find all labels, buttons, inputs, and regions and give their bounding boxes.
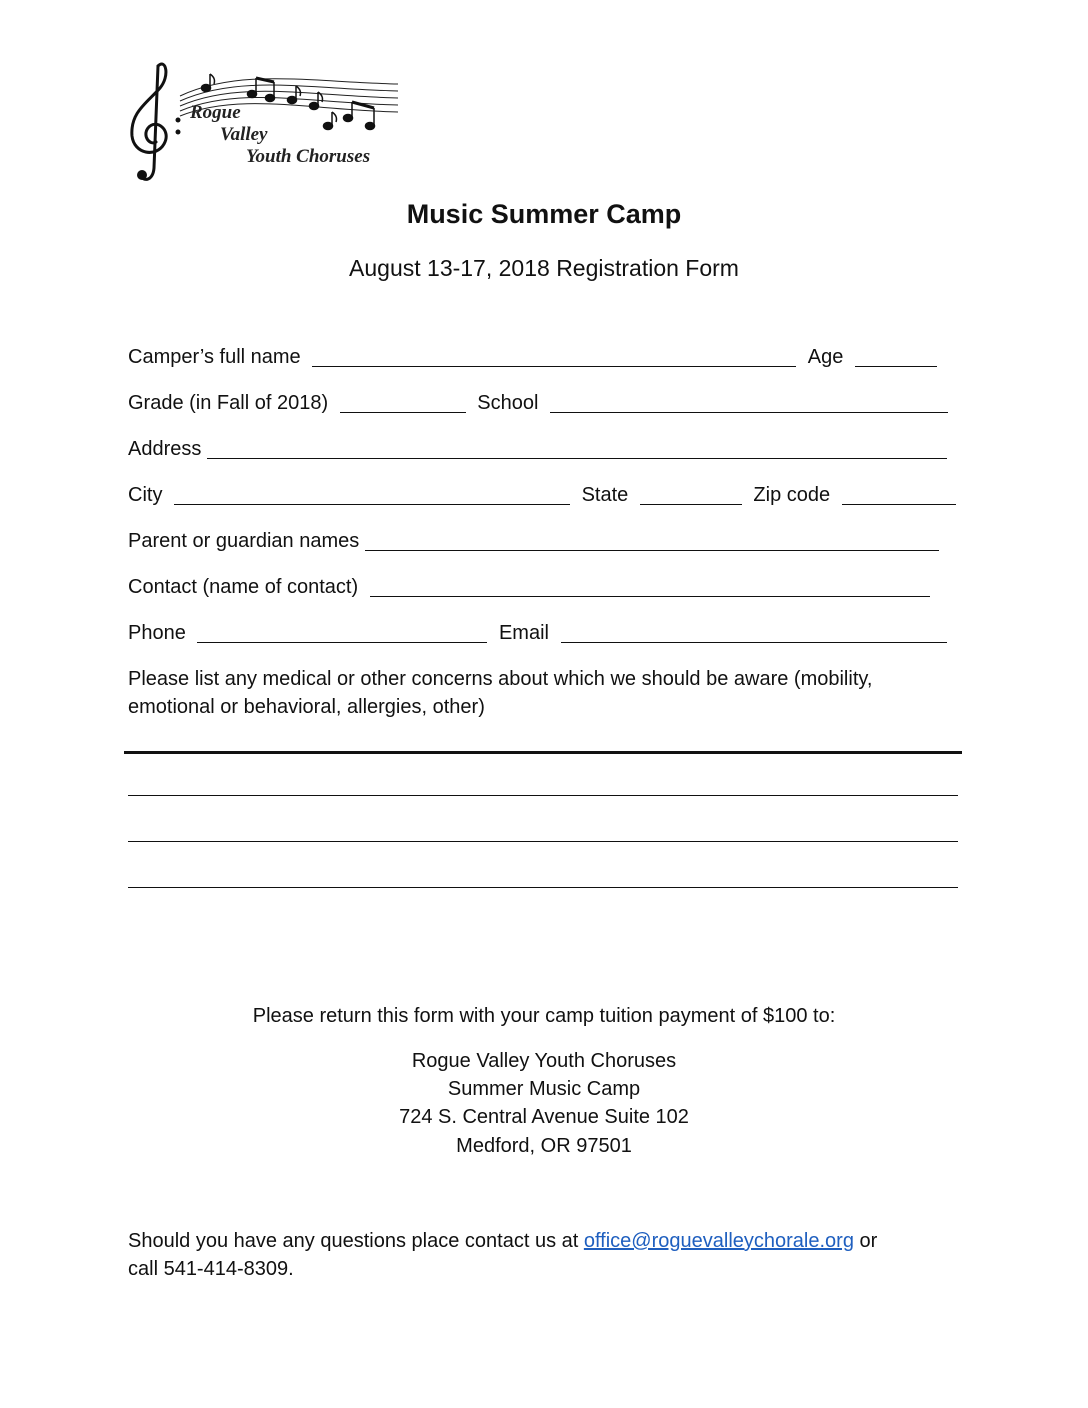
contact-field[interactable] [370,574,930,597]
age-field[interactable] [855,344,937,367]
state-label: State [581,484,629,506]
parent-label: Parent or guardian names [128,530,360,552]
grade-label: Grade (in Fall of 2018) [128,392,329,414]
grade-field[interactable] [340,390,466,413]
email-field[interactable] [561,620,947,643]
parent-field[interactable] [365,528,939,551]
age-label: Age [807,346,844,368]
contact-email-link[interactable]: office@roguevalleychorale.org [583,1230,854,1252]
camper-name-field[interactable] [312,344,796,367]
return-address-line-1: Rogue Valley Youth Choruses [411,1050,677,1072]
email-label: Email [498,622,549,644]
state-field[interactable] [640,482,742,505]
row-camper-name [128,343,943,371]
return-instruction: Please return this form with your camp tuition payment of $100 to: [252,1005,836,1027]
zip-label: Zip code [753,484,831,506]
school-label: School [477,392,539,414]
page-subtitle: August 13-17, 2018 Registration Form [349,255,739,281]
rvyc-logo [120,58,410,188]
zip-field[interactable] [842,482,956,505]
city-label: City [128,484,163,506]
address-field[interactable] [207,436,947,459]
medical-line-4[interactable] [128,887,958,888]
row-grade-school [128,389,954,417]
medical-line-2[interactable] [128,795,958,796]
address-label: Address [128,438,202,460]
logo-text-youth-choruses: Youth Choruses [246,146,371,167]
treble-bass-clef-staff-icon [120,58,410,188]
school-field[interactable] [550,390,948,413]
row-phone-email [128,619,953,647]
logo-text-rogue: Rogue [190,102,241,123]
row-contact [128,573,936,601]
return-address-line-2: Summer Music Camp [447,1078,641,1100]
return-address-line-4: Medford, OR 97501 [456,1135,632,1157]
contact-phone-line: call 541-414-8309. [128,1258,294,1280]
row-parent [128,527,945,555]
return-address-line-3: 724 S. Central Avenue Suite 102 [399,1106,689,1128]
city-field[interactable] [174,482,570,505]
contact-label: Contact (name of contact) [128,576,359,598]
medical-line-1[interactable] [124,751,962,754]
phone-label: Phone [128,622,186,644]
camper-name-label: Camper’s full name [128,346,301,368]
row-address [128,435,953,463]
contact-prefix: Should you have any questions place contact us at [128,1230,584,1252]
medical-line-3[interactable] [128,841,958,842]
phone-field[interactable] [197,620,487,643]
contact-footer [128,1227,958,1283]
medical-concerns-label: Please list any medical or other concerns about which we should be aware (mobility, emotional or behavioral, allergies, other) [128,668,873,718]
row-city-state-zip [128,481,962,509]
page-title: Music Summer Camp [406,199,682,229]
contact-suffix: or [853,1230,878,1252]
logo-text-valley: Valley [220,124,268,145]
